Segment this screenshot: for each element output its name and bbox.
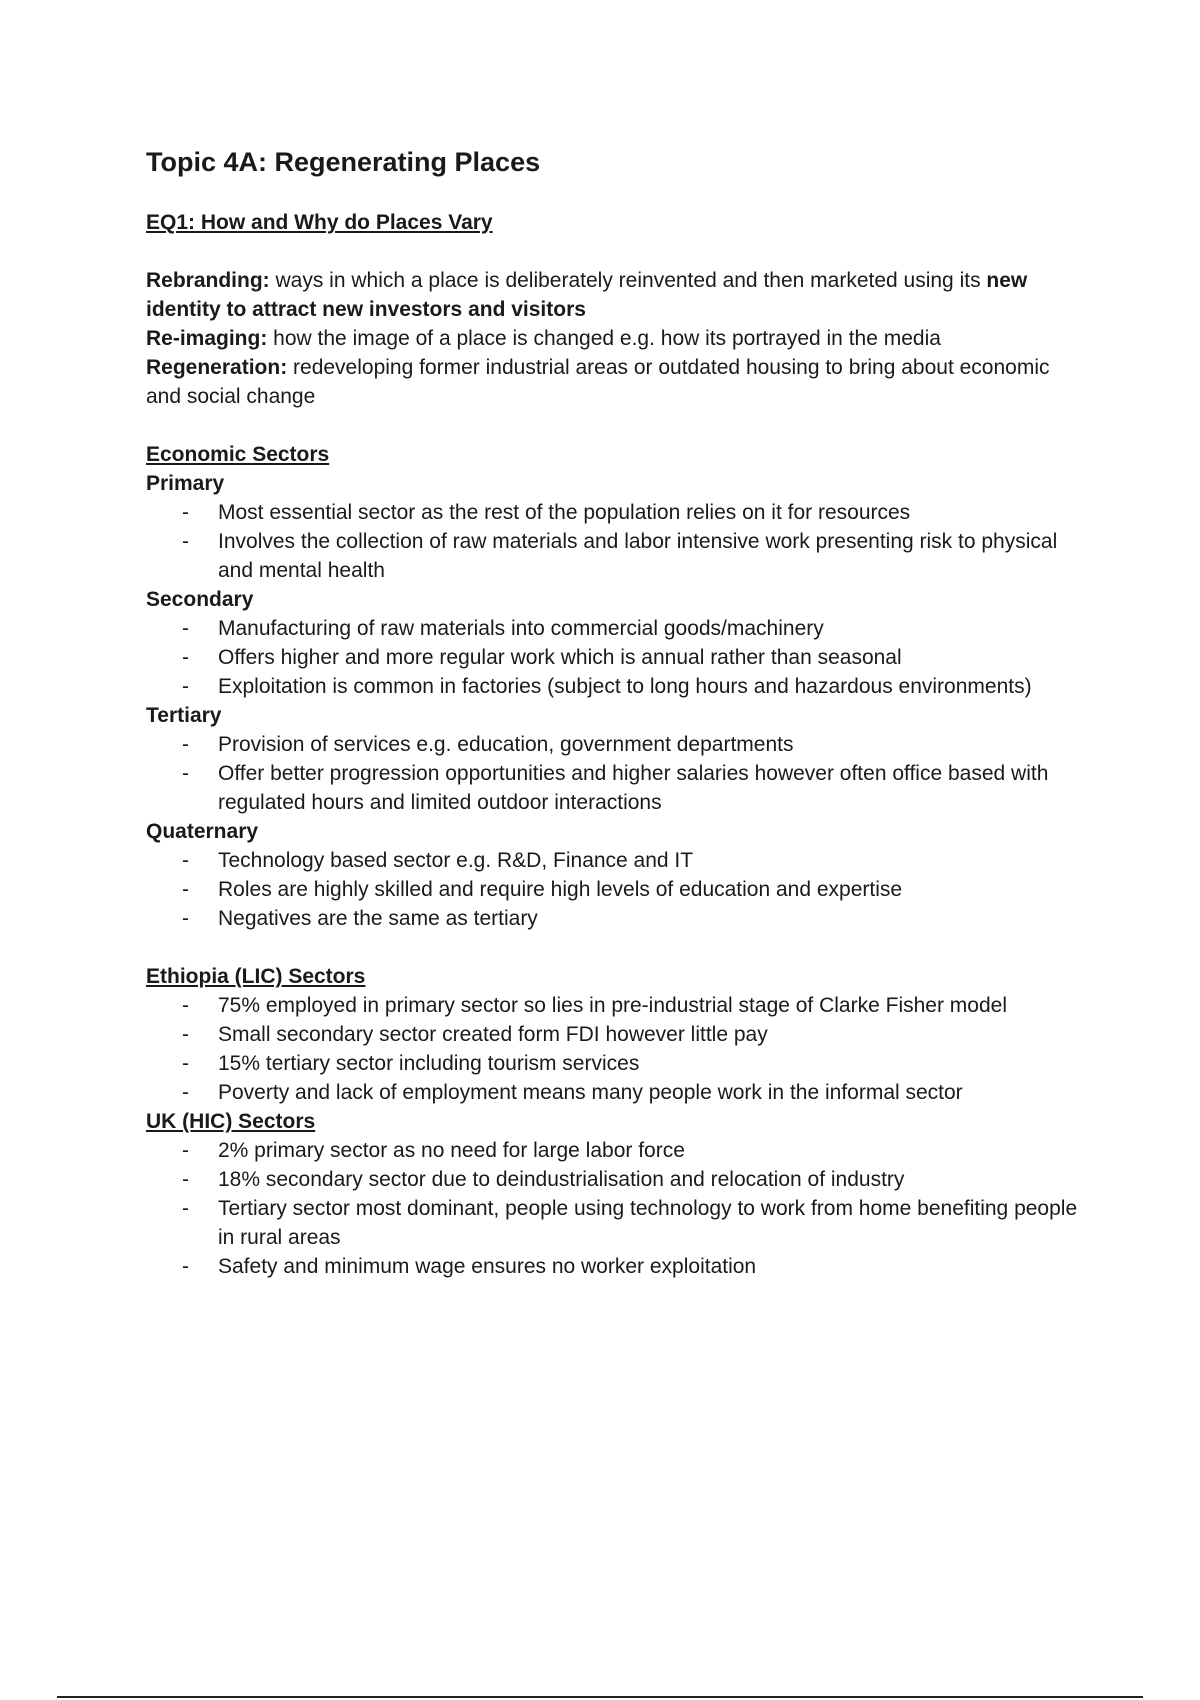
dash-bullet: - bbox=[182, 675, 189, 698]
ethiopia-list bbox=[146, 991, 1086, 1107]
dash-bullet: - bbox=[182, 878, 189, 901]
dash-bullet: - bbox=[182, 501, 189, 524]
economic-sectors-section bbox=[146, 440, 1086, 933]
term-reimaging: Re-imaging: bbox=[146, 327, 268, 350]
term-rebranding: Rebranding: bbox=[146, 269, 270, 292]
list-item-text: Most essential sector as the rest of the population relies on it for resources bbox=[218, 501, 911, 524]
list-item bbox=[146, 846, 1086, 875]
document-page bbox=[146, 142, 1086, 1281]
ethiopia-heading: Ethiopia (LIC) Sectors bbox=[146, 965, 366, 988]
dash-bullet: - bbox=[182, 762, 189, 785]
uk-heading: UK (HIC) Sectors bbox=[146, 1110, 316, 1133]
list-item bbox=[146, 730, 1086, 759]
list-item bbox=[146, 1165, 1086, 1194]
list-item bbox=[146, 991, 1086, 1020]
list-item-text: Provision of services e.g. education, government departments bbox=[218, 733, 794, 756]
dash-bullet: - bbox=[182, 1081, 189, 1104]
list-item bbox=[146, 1078, 1086, 1107]
list-item-text: Exploitation is common in factories (subject to long hours and hazardous environments) bbox=[218, 675, 1032, 698]
list-item bbox=[146, 1020, 1086, 1049]
list-item-text: Negatives are the same as tertiary bbox=[218, 907, 538, 930]
list-item-text: Small secondary sector created form FDI however little pay bbox=[218, 1023, 768, 1046]
quaternary-list bbox=[146, 846, 1086, 933]
dash-bullet: - bbox=[182, 733, 189, 756]
dash-bullet: - bbox=[182, 1255, 189, 1278]
list-item-text: 2% primary sector as no need for large labor force bbox=[218, 1139, 685, 1162]
list-item-text: 18% secondary sector due to deindustrialisation and relocation of industry bbox=[218, 1168, 905, 1191]
list-item-text: Manufacturing of raw materials into commercial goods/machinery bbox=[218, 617, 824, 640]
secondary-list bbox=[146, 614, 1086, 701]
definition-rebranding-text: ways in which a place is deliberately reinvented and then marketed using its bbox=[269, 269, 987, 292]
dash-bullet: - bbox=[182, 994, 189, 1017]
economic-sectors-heading: Economic Sectors bbox=[146, 443, 330, 466]
list-item bbox=[146, 672, 1086, 701]
list-item bbox=[146, 1136, 1086, 1165]
tertiary-list bbox=[146, 730, 1086, 817]
dash-bullet: - bbox=[182, 530, 189, 553]
secondary-heading: Secondary bbox=[146, 588, 254, 611]
dash-bullet: - bbox=[182, 1197, 189, 1220]
term-regeneration: Regeneration: bbox=[146, 356, 288, 379]
footer-divider bbox=[57, 1696, 1143, 1698]
definitions bbox=[146, 266, 1086, 411]
list-item bbox=[146, 614, 1086, 643]
definition-regeneration-text: redeveloping former industrial areas or outdated housing to bring about economic and social change bbox=[146, 356, 1050, 408]
list-item-text: Offer better progression opportunities and higher salaries however often office based with regulated hours and limited outdoor interactions bbox=[218, 762, 1049, 814]
definition-reimaging-text: how the image of a place is changed e.g. how its portrayed in the media bbox=[267, 327, 941, 350]
list-item bbox=[146, 1049, 1086, 1078]
list-item bbox=[146, 498, 1086, 527]
list-item bbox=[146, 875, 1086, 904]
dash-bullet: - bbox=[182, 1023, 189, 1046]
definition-regeneration bbox=[146, 353, 1086, 411]
list-item bbox=[146, 1252, 1086, 1281]
definition-rebranding-bold: new identity to attract new investors and visitors bbox=[146, 269, 1028, 321]
list-item-text: Poverty and lack of employment means many people work in the informal sector bbox=[218, 1081, 963, 1104]
list-item bbox=[146, 1194, 1086, 1252]
list-item-text: Offers higher and more regular work which is annual rather than seasonal bbox=[218, 646, 902, 669]
list-item-text: Technology based sector e.g. R&D, Finance and IT bbox=[218, 849, 694, 872]
definition-reimaging bbox=[146, 324, 1086, 353]
dash-bullet: - bbox=[182, 1168, 189, 1191]
uk-section bbox=[146, 1107, 1086, 1281]
list-item-text: Involves the collection of raw materials and labor intensive work presenting risk to physical and mental health bbox=[218, 530, 1058, 582]
section-spacer bbox=[146, 933, 1086, 962]
definition-rebranding bbox=[146, 266, 1086, 324]
uk-list bbox=[146, 1136, 1086, 1281]
quaternary-heading: Quaternary bbox=[146, 820, 259, 843]
eq1-heading: EQ1: How and Why do Places Vary bbox=[146, 211, 493, 234]
list-item bbox=[146, 527, 1086, 585]
ethiopia-section bbox=[146, 962, 1086, 1107]
dash-bullet: - bbox=[182, 1139, 189, 1162]
dash-bullet: - bbox=[182, 849, 189, 872]
list-item bbox=[146, 643, 1086, 672]
list-item-text: 75% employed in primary sector so lies in pre-industrial stage of Clarke Fisher model bbox=[218, 994, 1007, 1017]
dash-bullet: - bbox=[182, 1052, 189, 1075]
list-item-text: Safety and minimum wage ensures no worker exploitation bbox=[218, 1255, 757, 1278]
list-item-text: Tertiary sector most dominant, people using technology to work from home benefiting people in rural areas bbox=[218, 1197, 1078, 1249]
primary-heading: Primary bbox=[146, 472, 225, 495]
list-item-text: Roles are highly skilled and require high levels of education and expertise bbox=[218, 878, 903, 901]
dash-bullet: - bbox=[182, 617, 189, 640]
page-title: Topic 4A: Regenerating Places bbox=[146, 147, 541, 177]
dash-bullet: - bbox=[182, 907, 189, 930]
list-item bbox=[146, 759, 1086, 817]
tertiary-heading: Tertiary bbox=[146, 704, 222, 727]
list-item-text: 15% tertiary sector including tourism services bbox=[218, 1052, 640, 1075]
primary-list bbox=[146, 498, 1086, 585]
list-item bbox=[146, 904, 1086, 933]
dash-bullet: - bbox=[182, 646, 189, 669]
